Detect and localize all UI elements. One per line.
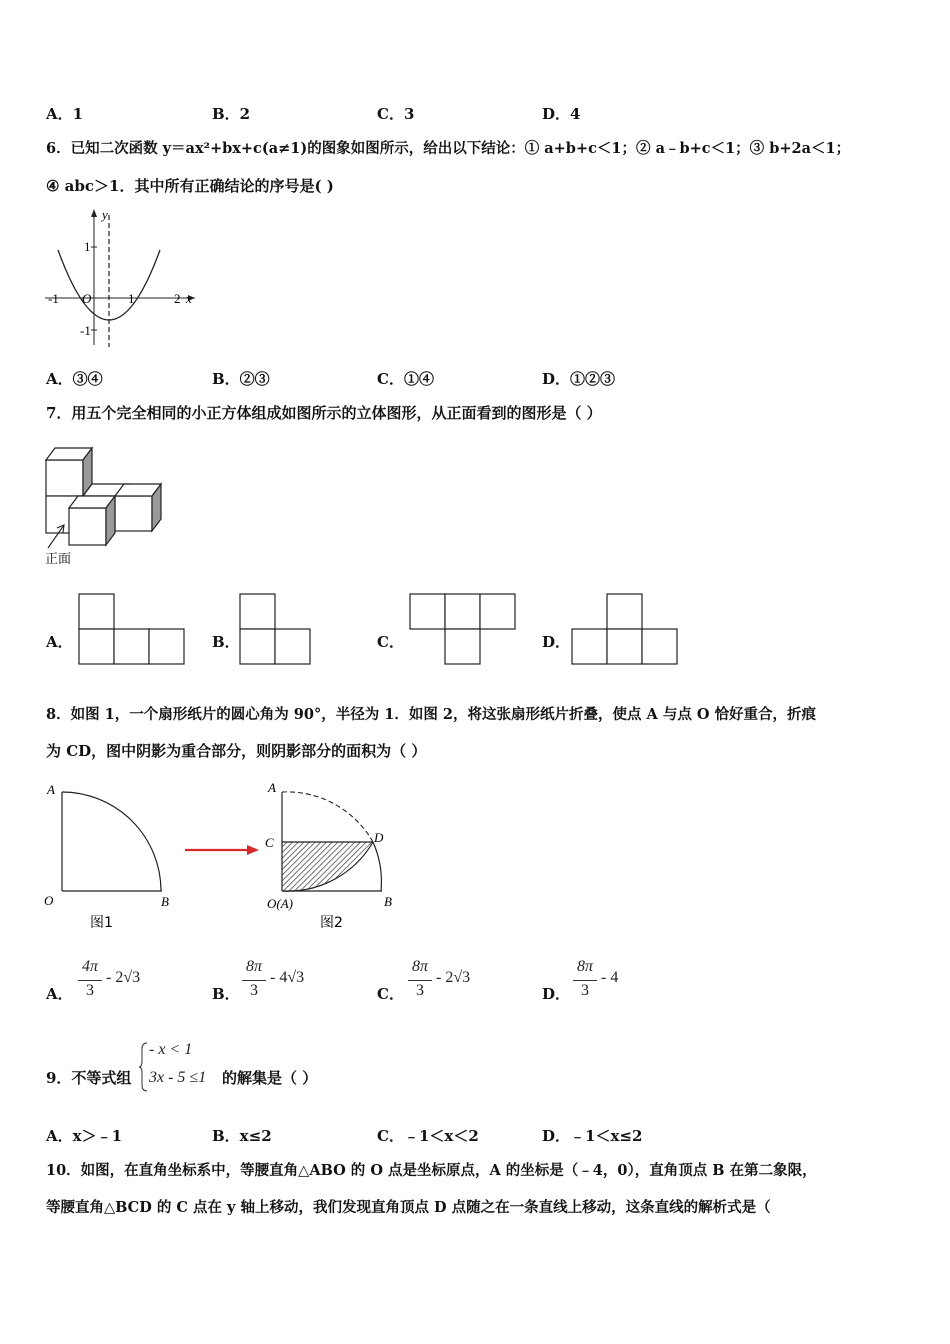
q9-inequality-1: - x < 1 (149, 1041, 193, 1058)
q8-stem-line1: 8．如图 1，一个扇形纸片的圆心角为 90°，半径为 1．如图 2，将这张扇形纸片折叠，使点 A 与点 O 恰好重合，折痕 (46, 706, 817, 723)
q8-option-d-num: 8π (576, 958, 593, 975)
q6-tick-y-neg1: -1 (80, 323, 91, 338)
q8-option-a-num: 4π (81, 958, 98, 975)
q5-option-b[interactable]: B．2 (212, 105, 251, 123)
q8-option-b-rest: - 4√3 (270, 969, 305, 986)
q9-option-d[interactable]: D．﹣1＜x≤2 (542, 1127, 643, 1145)
q8-fig1-label-o: O (44, 893, 54, 908)
q6-option-c[interactable]: C．①④ (377, 370, 434, 388)
q8-option-c-rest: - 2√3 (436, 969, 471, 986)
q8-option-d-den: 3 (581, 982, 589, 999)
q9-inequality-2: 3x - 5 ≤1 (149, 1069, 207, 1086)
q8-option-a-label[interactable]: A． (46, 985, 73, 1003)
q7-option-a-figure[interactable] (76, 592, 188, 668)
q7-option-d-label[interactable]: D． (542, 633, 571, 651)
q7-option-b-label[interactable]: B． (212, 633, 240, 651)
q7-option-c-figure[interactable] (407, 592, 519, 668)
q8-option-b-den: 3 (250, 982, 258, 999)
q8-fig1-label-b: B (161, 894, 169, 909)
q6-option-b[interactable]: B．②③ (212, 370, 270, 388)
q6-option-a[interactable]: A．③④ (46, 370, 103, 388)
q6-tick-x-neg1: -1 (48, 291, 59, 306)
q9-brace (139, 1041, 149, 1093)
q8-option-c-label[interactable]: C． (377, 985, 404, 1003)
q7-option-d-figure[interactable] (569, 592, 681, 668)
q6-option-d[interactable]: D．①②③ (542, 370, 616, 388)
q7-option-b-figure[interactable] (237, 592, 315, 668)
q8-figure-2 (260, 778, 420, 933)
q10-stem-line1: 10．如图，在直角坐标系中，等腰直角△ABO 的 O 点是坐标原点，A 的坐标是（﹣4，0），直角顶点 B 在第二象限， (46, 1162, 817, 1179)
q7-stem: 7．用五个完全相同的小正方体组成如图所示的立体图形，从正面看到的图形是（ ） (46, 404, 602, 422)
q6-parabola-graph (40, 205, 200, 350)
q9-option-c[interactable]: C．﹣1＜x＜2 (377, 1127, 479, 1145)
q7-option-a-label[interactable]: A． (46, 633, 73, 651)
q8-option-b-label[interactable]: B． (212, 985, 240, 1003)
q8-stem-line2: 为 CD，图中阴影为重合部分，则阴影部分的面积为（ ） (46, 742, 427, 760)
q6-origin-label: O (82, 291, 92, 306)
q5-option-d[interactable]: D．4 (542, 105, 581, 123)
q8-figure-1 (40, 778, 190, 931)
q8-fig1-caption: 图1 (90, 915, 113, 931)
q6-x-axis-label: x (186, 291, 192, 306)
q7-option-c-label[interactable]: C． (377, 633, 404, 651)
q8-fig2-label-a: A (268, 780, 276, 795)
q8-option-c-num: 8π (411, 958, 428, 975)
q6-tick-x-2: 2 (174, 291, 181, 306)
q8-option-d-label[interactable]: D． (542, 985, 571, 1003)
q8-option-b-num: 8π (245, 958, 262, 975)
q6-tick-y-1: 1 (84, 239, 91, 254)
q8-fig1-label-a: A (47, 782, 55, 797)
q8-fig2-label-c: C (265, 835, 274, 850)
q6-stem-line1: 6．已知二次函数 y＝ax²+bx+c(a≠1)的图象如图所示，给出以下结论：① a+b+c＜1；② a﹣b+c＜1；③ b+2a＜1； (46, 140, 851, 157)
q9-suffix: 的解集是（ ） (222, 1069, 318, 1087)
q9-prefix: 9．不等式组 (46, 1069, 132, 1087)
q8-fig2-caption: 图2 (320, 915, 343, 931)
q8-option-a-den: 3 (86, 982, 94, 999)
q10-stem-line2: 等腰直角△BCD 的 C 点在 y 轴上移动，我们发现直角顶点 D 点随之在一条直线上移动，这条直线的解析式是（ (46, 1199, 771, 1216)
q5-option-a[interactable]: A．1 (46, 105, 84, 123)
q8-option-d-rest: - 4 (601, 969, 619, 986)
q8-option-a-rest: - 2√3 (106, 969, 141, 986)
q9-option-b[interactable]: B．x≤2 (212, 1127, 272, 1145)
q6-y-axis-label: y (102, 207, 108, 222)
q6-tick-x-1: 1 (128, 291, 135, 306)
q8-red-arrow (183, 842, 263, 858)
q9-option-a[interactable]: A．x＞﹣1 (46, 1127, 123, 1145)
q8-fig2-label-d: D (374, 830, 384, 845)
q8-option-c-den: 3 (416, 982, 424, 999)
q8-fig2-label-b: B (384, 894, 392, 909)
q7-front-label: 正面 (45, 552, 72, 567)
q6-stem-line2: ④ abc＞1．其中所有正确结论的序号是( ) (46, 177, 334, 195)
q8-fig2-label-oa: O(A) (267, 896, 293, 911)
q5-option-c[interactable]: C．3 (377, 105, 415, 123)
